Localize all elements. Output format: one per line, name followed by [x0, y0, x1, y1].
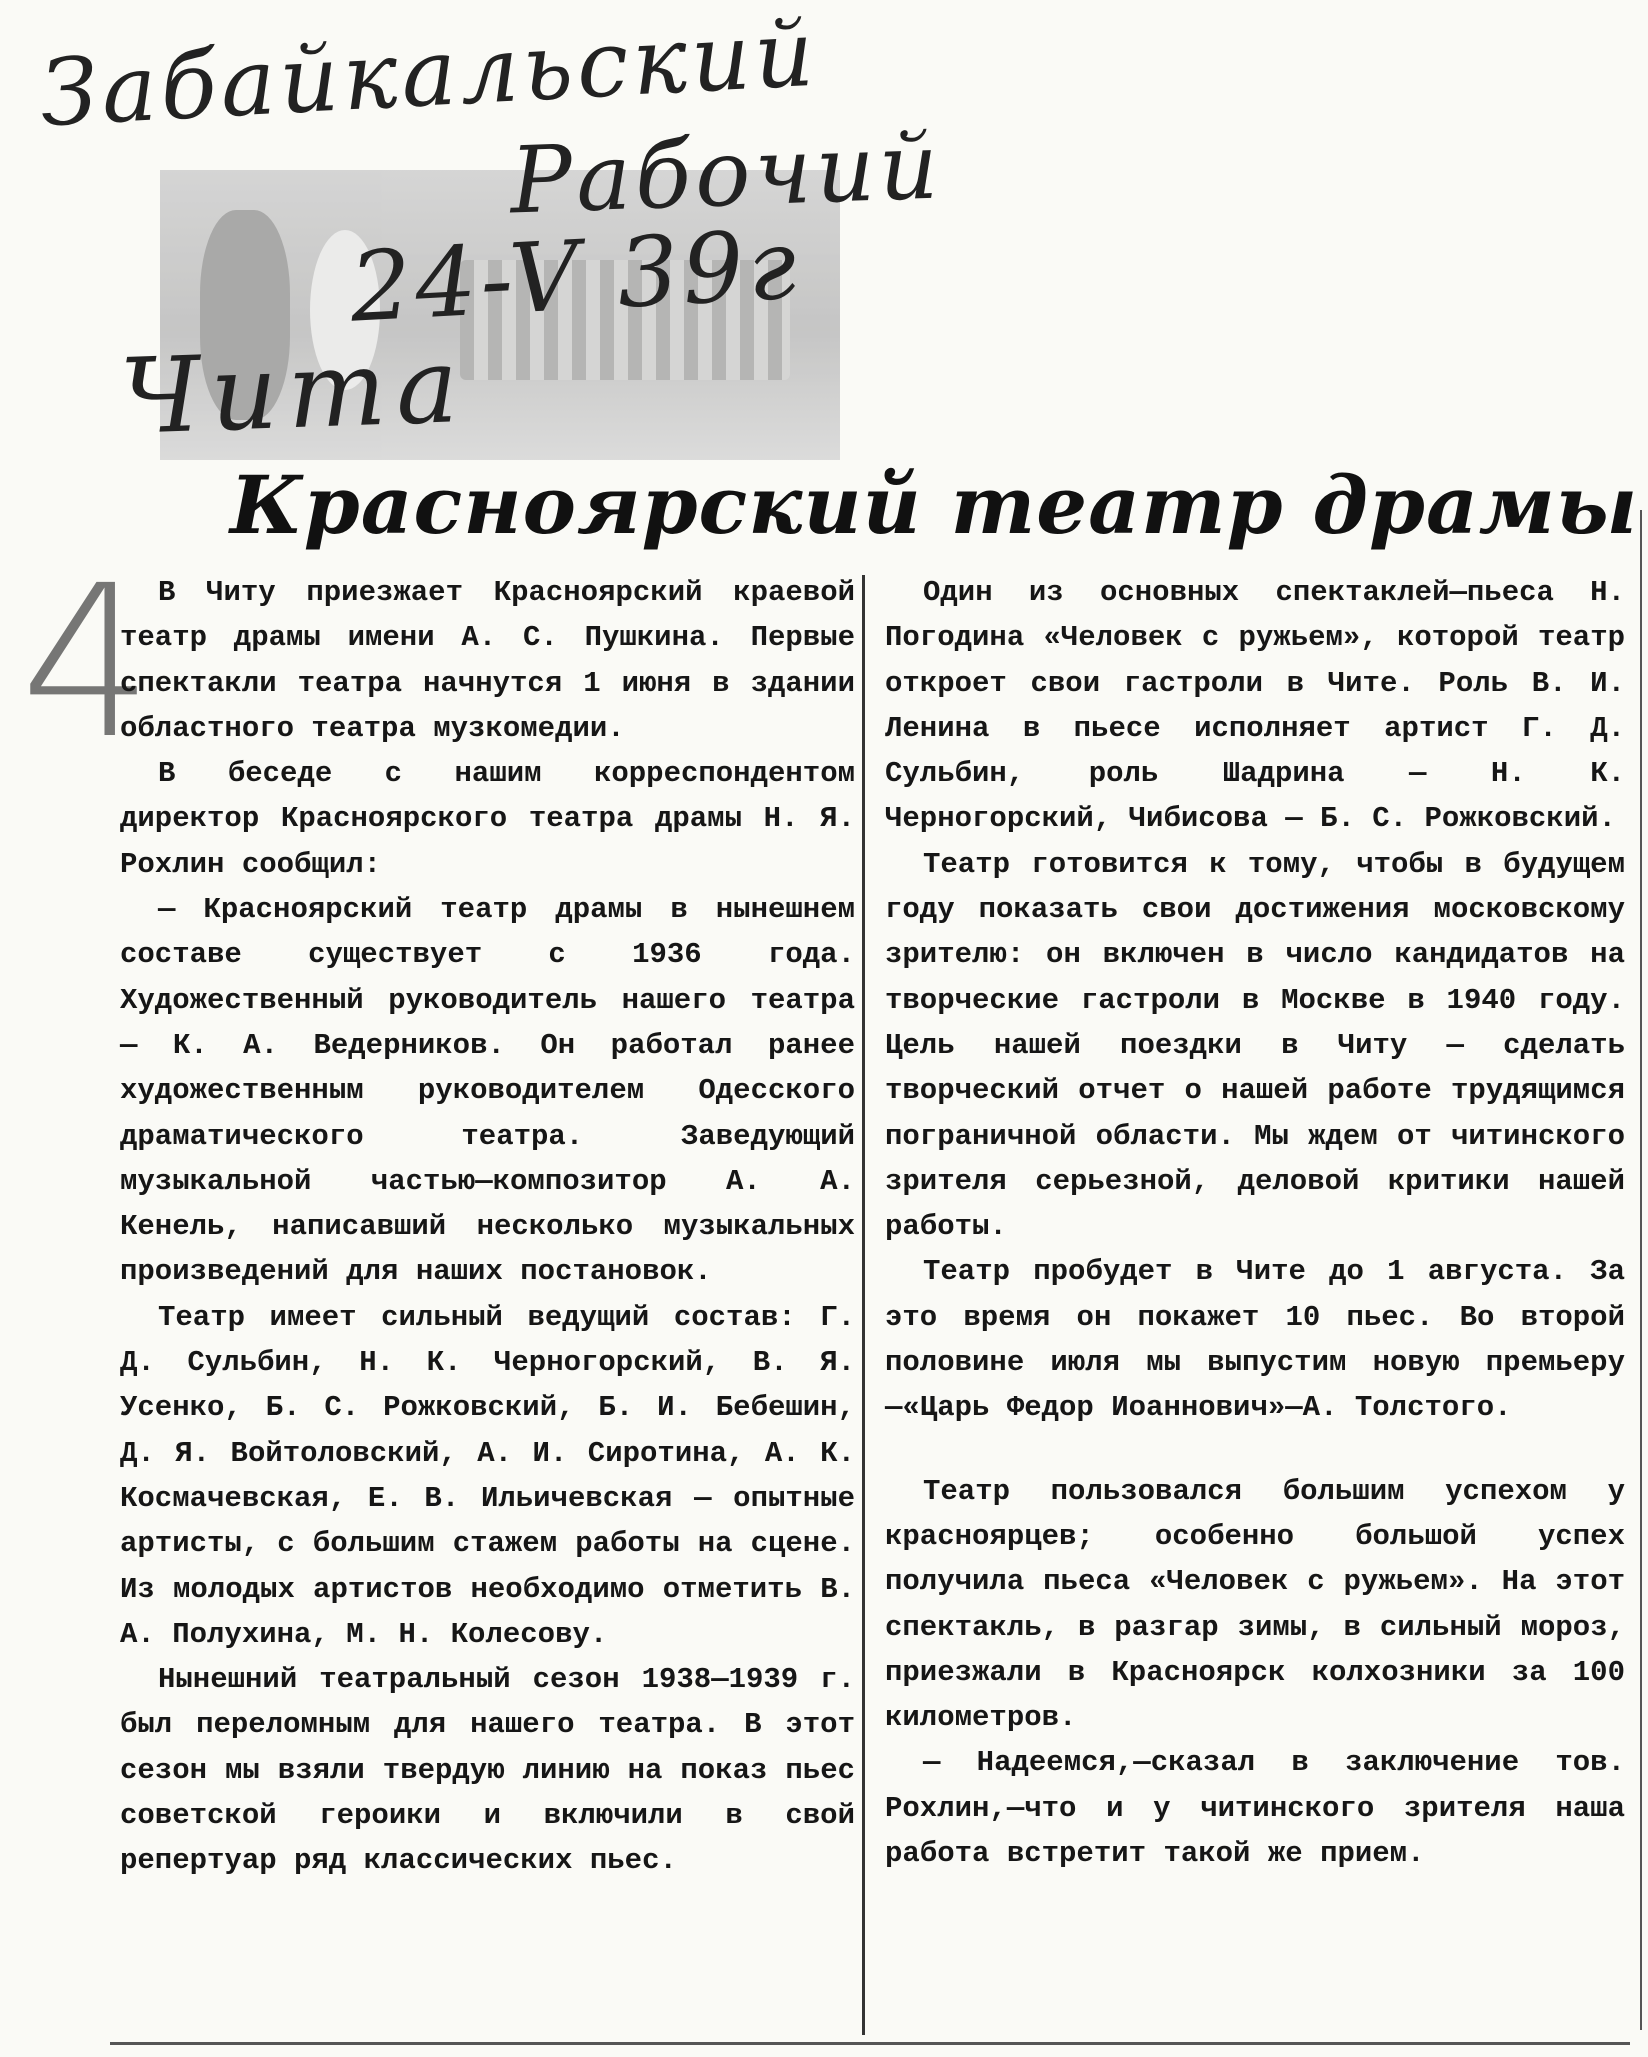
column-divider — [862, 575, 865, 2035]
handwritten-newspaper-name-line2: Рабочий — [508, 112, 944, 235]
paragraph: В Читу приезжает Красноярский краевой театр драмы имени А. С. Пушкина. Первые спектакли театра начнутся 1 июня в здании областного театра музкомедии. — [120, 576, 855, 745]
paragraph: Один из основных спектаклей—пьеса Н. Погодина «Человек с ружьем», которой театр откроет свои гастроли в Чите. Роль В. И. Ленина в пьесе исполняет артист Г. Д. Сульбин, роль Шадрина — Н. К. Черногорский, Чибисова — Б. С. Рожковский. — [885, 576, 1625, 836]
paragraph: — Надеемся,—сказал в заключение тов. Рохлин,—что и у читинского зрителя наша работа встретит такой же прием. — [885, 1746, 1625, 1871]
paragraph: — Красноярский театр драмы в нынешнем составе существует с 1936 года. Художественный руководитель нашего театра — К. А. Ведерников. Он работал ранее художественным руководителем Одесского драматического театра. Заведующий музыкальной частью—композитор А. А. Кенель, написавший несколько музыкальных произведений для наших постановок. — [120, 893, 855, 1289]
article-left-column — [120, 570, 855, 1884]
handwritten-city: Чита — [117, 323, 471, 459]
handwritten-date: 24-V 39г — [347, 208, 803, 344]
handwritten-newspaper-name: Забайкальский — [37, 0, 821, 148]
paragraph: Нынешний театральный сезон 1938—1939 г. был переломным для нашего театра. В этот сезон мы взяли твердую линию на показ пьес советской героики и включили в свой репертуар ряд классических пьес. — [120, 1663, 855, 1878]
paragraph: Театр пробудет в Чите до 1 августа. За это время он покажет 10 пьес. Во второй половине июля мы выпустим новую премьеру—«Царь Федор Иоаннович»—А. Толстого. — [885, 1255, 1625, 1425]
clipping-edge — [110, 2042, 1630, 2045]
paragraph: Театр пользовался большим успехом у красноярцев; особенно большой успех получила пьеса «Человек с ружьем». На этот спектакль, в разгар зимы, в сильный мороз, приезжали в Красноярск колхозники за 100 километров. — [885, 1474, 1625, 1735]
handwritten-margin-number: 4 — [20, 540, 158, 785]
article-headline: Красноярский театр драмы — [230, 458, 1639, 552]
paragraph: В беседе с нашим корреспондентом директор Красноярского театра драмы Н. Я. Рохлин сообщил: — [120, 757, 855, 881]
paragraph: Театр имеет сильный ведущий состав: Г. Д. Сульбин, Н. К. Черногорский, В. Я. Усенко, Б. С. Рожковский, Б. И. Бебешин, Д. Я. Войтоловский, А. И. Сиротина, А. К. Космачевская, Е. В. Ильичевская — опытные артисты, с большим стажем работы на сцене. Из молодых артистов необходимо отметить В. А. Полухина, М. Н. Колесову. — [120, 1300, 855, 1651]
article-right-column — [885, 570, 1625, 1876]
clipping-edge — [1640, 510, 1642, 2030]
paragraph: Театр готовится к тому, чтобы в будущем году показать свои достижения московскому зрителю: он включен в число кандидатов на творческие гастроли в Москве в 1940 году. Цель нашей поездки в Читу — сделать творческий отчет о нашей работе трудящимся пограничной области. Мы ждем от читинского зрителя серьезной, деловой критики нашей работы. — [885, 847, 1625, 1244]
